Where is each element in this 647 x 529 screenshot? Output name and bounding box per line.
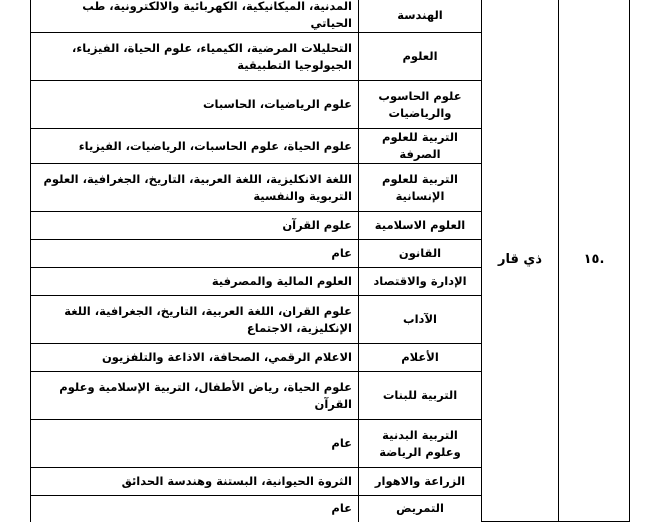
college-name: الزراعة والاهوار [359, 468, 482, 496]
college-name: التربية للبنات [359, 372, 482, 420]
college-name: الإدارة والاقتصاد [359, 268, 482, 296]
specializations: علوم القران، اللغة العربية، التاريخ، الجغرافية، اللغة الإنكليزية، الاجتماع [31, 296, 359, 344]
specializations: التحليلات المرضية، الكيمياء، علوم الحياة، الفيزياء، الجيولوجيا التطبيقية [31, 33, 359, 81]
specializations: علوم القرآن [31, 212, 359, 240]
specializations: عام [31, 496, 359, 522]
specializations: علوم الحياة، علوم الحاسبات، الرياضيات، الفيزياء [31, 129, 359, 164]
college-name: الهندسة [359, 0, 482, 33]
specializations: المدنية، الميكانيكية، الكهربائية والالكترونية، طب الحياتي [31, 0, 359, 33]
specializations: عام [31, 420, 359, 468]
college-name: التمريض [359, 496, 482, 522]
table-row [31, 0, 630, 33]
college-name: التربية البدنية وعلوم الرياضة [359, 420, 482, 468]
specializations: الاعلام الرقمي، الصحافة، الاذاعة والتلفزيون [31, 344, 359, 372]
college-name: الأعلام [359, 344, 482, 372]
college-name: العلوم الاسلامية [359, 212, 482, 240]
college-name: العلوم [359, 33, 482, 81]
specializations: علوم الرياضيات، الحاسبات [31, 81, 359, 129]
college-name: القانون [359, 240, 482, 268]
specializations: علوم الحياة، رياض الأطفال، التربية الإسلامية وعلوم القرآن [31, 372, 359, 420]
specializations: الثروة الحيوانية، البستنة وهندسة الحدائق [31, 468, 359, 496]
colleges-table [30, 0, 630, 522]
college-name: علوم الحاسوب والرياضيات [359, 81, 482, 129]
row-number: .١٥ [559, 0, 630, 522]
specializations: اللغة الانكليزية، اللغة العربية، التاريخ، الجغرافية، العلوم التربوية والنفسية [31, 164, 359, 212]
specializations: العلوم المالية والمصرفية [31, 268, 359, 296]
specializations: عام [31, 240, 359, 268]
college-name: التربية للعلوم الإنسانية [359, 164, 482, 212]
college-name: الآداب [359, 296, 482, 344]
college-name: التربية للعلوم الصرفة [359, 129, 482, 164]
province-name: ذي قار [482, 0, 559, 522]
